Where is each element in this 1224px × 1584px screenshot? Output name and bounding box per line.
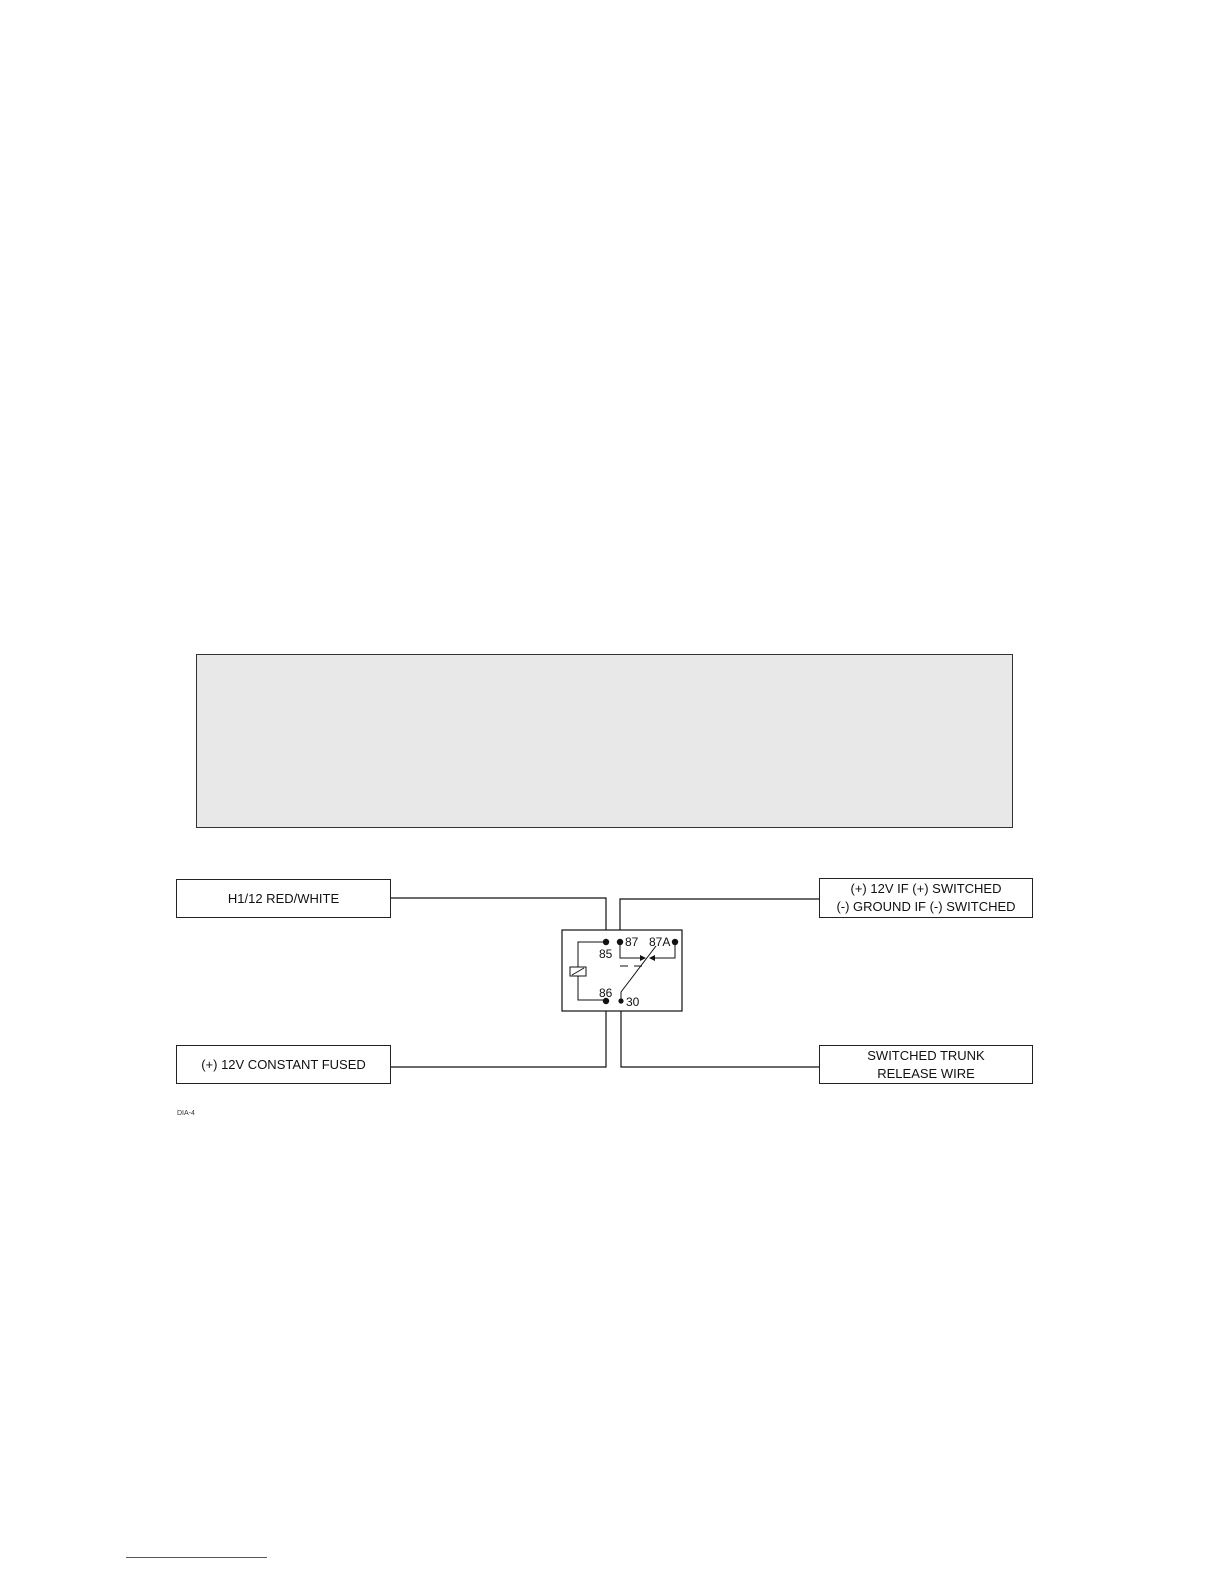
footer-link-underline bbox=[126, 1557, 267, 1558]
pin-label-87: 87 bbox=[625, 935, 639, 949]
label-h1-12-text: H1/12 RED/WHITE bbox=[227, 890, 340, 906]
pin-label-30: 30 bbox=[626, 995, 640, 1009]
terminal-30-dot bbox=[618, 998, 623, 1003]
pin-label-85: 85 bbox=[599, 947, 613, 961]
terminal-87-dot bbox=[617, 939, 623, 945]
terminal-87a-dot bbox=[672, 939, 678, 945]
pin-label-86: 86 bbox=[599, 986, 613, 1000]
figure-code: DIA-4 bbox=[177, 1110, 195, 1117]
relay-symbol bbox=[562, 930, 682, 1011]
label-output-87-line-2: (-) GROUND IF (-) SWITCHED bbox=[836, 899, 1016, 914]
pin-label-87a: 87A bbox=[649, 935, 671, 949]
label-trunk-line-2: RELEASE WIRE bbox=[877, 1065, 975, 1081]
label-12v-constant-text: (+) 12V CONSTANT FUSED bbox=[201, 1056, 366, 1072]
label-output-87-line-1: (+) 12V IF (+) SWITCHED bbox=[850, 881, 1002, 896]
label-trunk-line-1: SWITCHED TRUNK bbox=[867, 1047, 985, 1063]
terminal-85-dot bbox=[603, 939, 609, 945]
